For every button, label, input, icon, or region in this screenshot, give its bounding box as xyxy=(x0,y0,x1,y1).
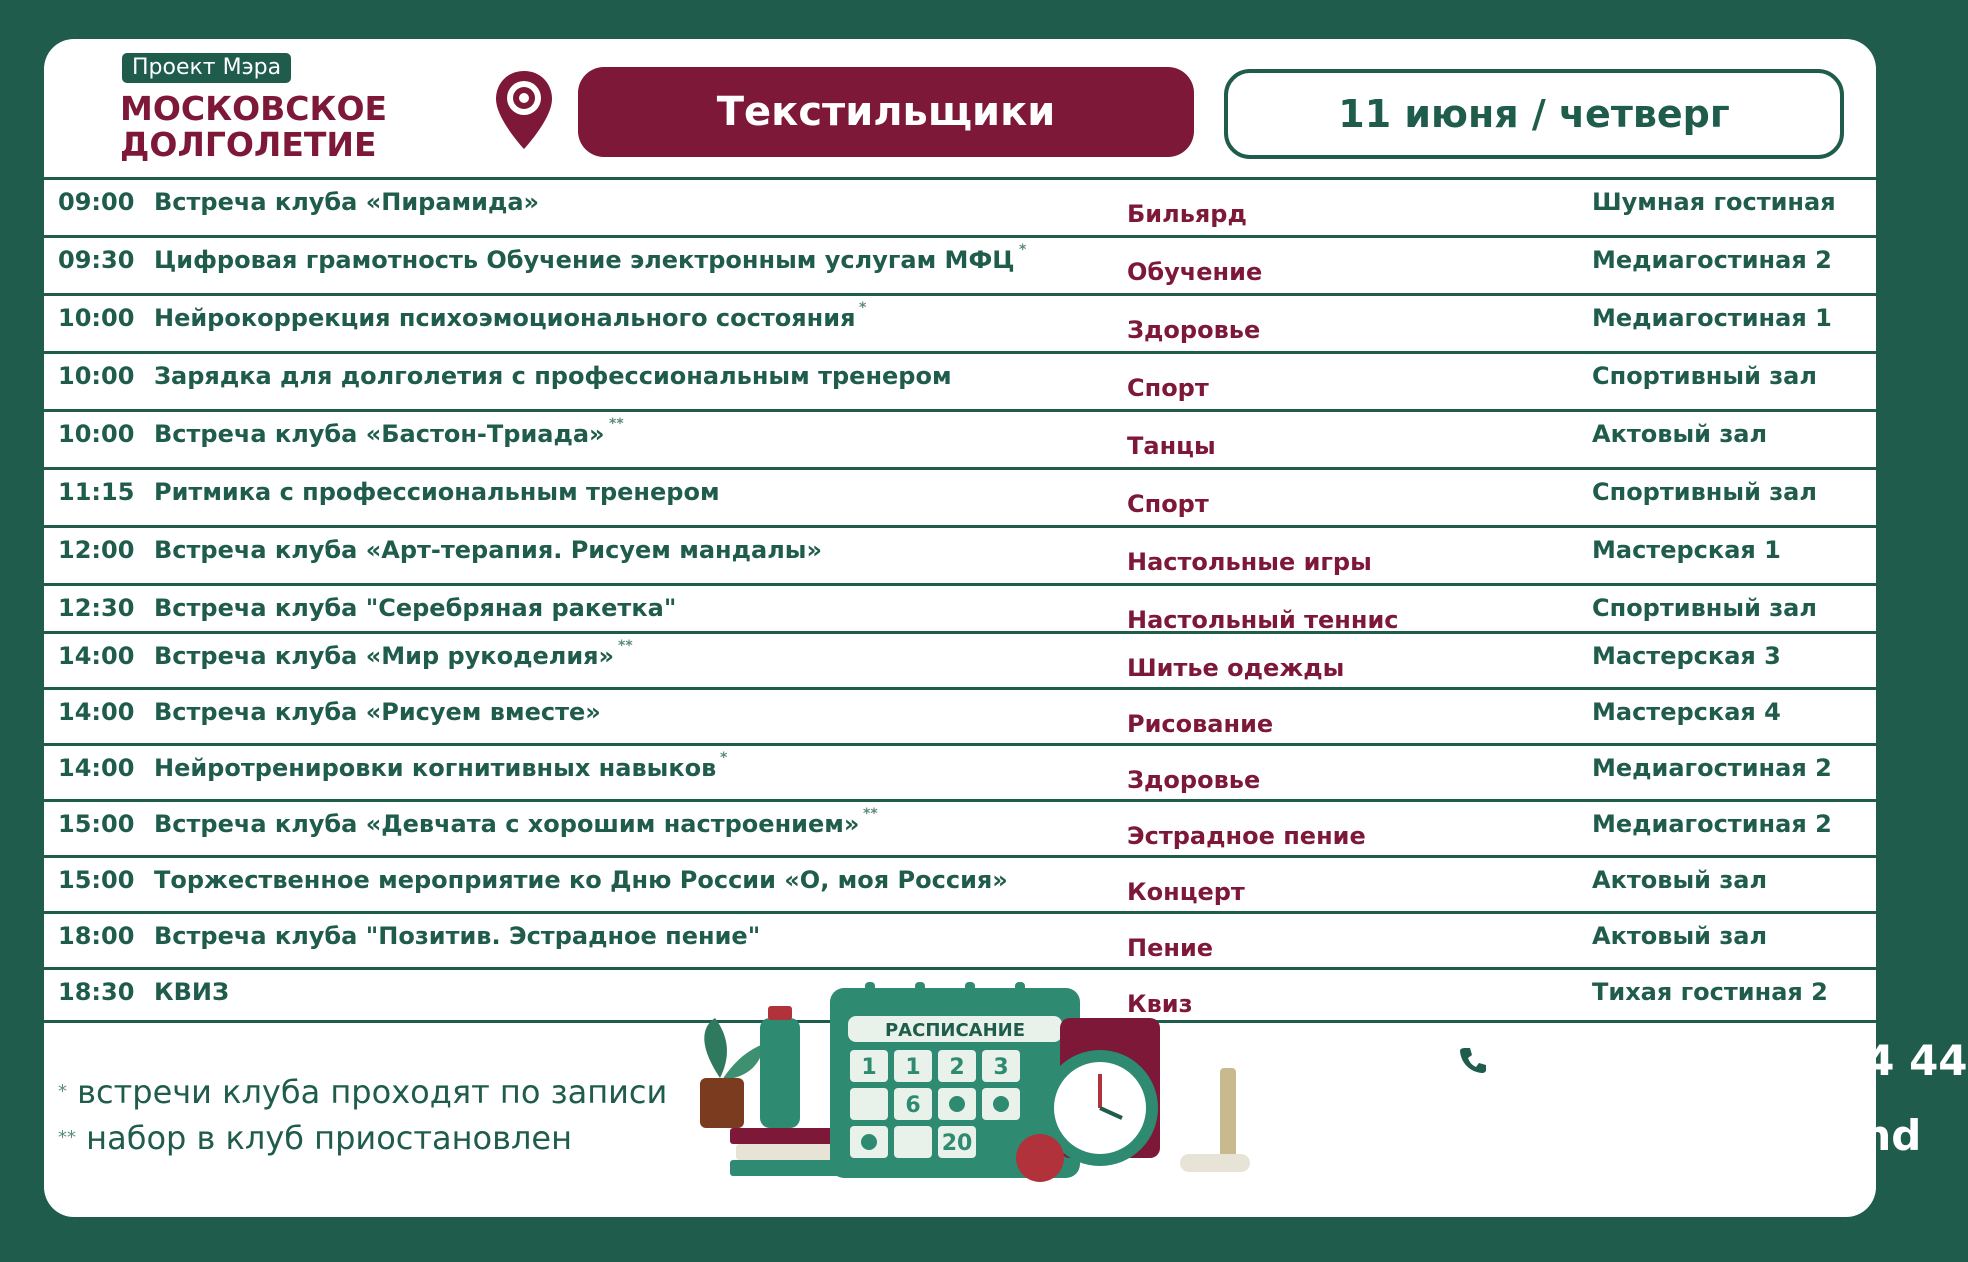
event-place: Медиагостиная 2 xyxy=(1592,810,1832,838)
schedule-row xyxy=(44,743,1876,799)
event-time: 14:00 xyxy=(58,754,135,782)
event-place: Актовый зал xyxy=(1592,420,1768,448)
event-time: 10:00 xyxy=(58,304,135,332)
project-badge: Проект Мэра xyxy=(122,53,291,83)
event-place: Мастерская 4 xyxy=(1592,698,1781,726)
event-category: Здоровье xyxy=(1127,316,1261,344)
event-name: Встреча клуба «Рисуем вместе» xyxy=(154,698,601,726)
calendar-day: 1 xyxy=(861,1055,877,1080)
event-category: Эстрадное пение xyxy=(1127,822,1366,850)
note-recruitment-paused xyxy=(58,1115,667,1161)
event-mark: ** xyxy=(609,416,624,432)
event-time: 15:00 xyxy=(58,866,135,894)
event-place: Медиагостиная 1 xyxy=(1592,304,1832,332)
event-name: Встреча клуба «Мир рукоделия» xyxy=(154,642,615,670)
event-mark: ** xyxy=(863,806,878,822)
event-name: Нейротренировки когнитивных навыков xyxy=(154,754,717,782)
calendar-title: РАСПИСАНИЕ xyxy=(884,1020,1026,1041)
schedule-row xyxy=(44,235,1876,293)
event-name: Зарядка для долголетия с профессиональным тренером xyxy=(154,362,952,390)
event-name: Встреча клуба "Позитив. Эстрадное пение" xyxy=(154,922,761,950)
event-name: Нейрокоррекция психоэмоционального состояния xyxy=(154,304,856,332)
site-row xyxy=(1600,1109,1921,1161)
event-name: Цифровая грамотность Обучение электронным услугам МФЦ xyxy=(154,246,1015,274)
schedule-row xyxy=(44,467,1876,525)
event-place: Спортивный зал xyxy=(1592,594,1817,622)
event-category: Пение xyxy=(1127,934,1214,962)
schedule-row xyxy=(44,855,1876,911)
event-name: Встреча клуба "Серебряная ракетка" xyxy=(154,594,677,622)
bottle-icon xyxy=(760,1018,800,1128)
event-time: 14:00 xyxy=(58,642,135,670)
schedule-calendar-illustration xyxy=(660,958,1300,1178)
schedule-row xyxy=(44,177,1876,235)
note-text: встречи клуба проходят по записи xyxy=(67,1073,668,1111)
event-category: Спорт xyxy=(1127,374,1209,402)
phone-row xyxy=(1448,1035,1968,1085)
footer-notes xyxy=(58,1069,667,1161)
event-place: Мастерская 3 xyxy=(1592,642,1781,670)
event-mark: * xyxy=(859,300,867,316)
event-time: 10:00 xyxy=(58,420,135,448)
event-place: Актовый зал xyxy=(1592,866,1768,894)
event-place: Шумная гостиная xyxy=(1592,188,1836,216)
calendar-day: 1 xyxy=(905,1055,921,1080)
event-place: Спортивный зал xyxy=(1592,478,1817,506)
event-category: Шитье одежды xyxy=(1127,654,1345,682)
schedule-row xyxy=(44,409,1876,467)
schedule-row xyxy=(44,351,1876,409)
event-name: Встреча клуба «Пирамида» xyxy=(154,188,540,216)
event-time: 18:30 xyxy=(58,978,135,1006)
schedule-row xyxy=(44,293,1876,351)
website-link[interactable]: mos.ru/md xyxy=(1668,1110,1922,1160)
event-place: Медиагостиная 2 xyxy=(1592,754,1832,782)
event-category: Концерт xyxy=(1127,878,1245,906)
event-time: 15:00 xyxy=(58,810,135,838)
date-label: 11 июня / четверг xyxy=(1224,69,1844,159)
event-category: Настольные игры xyxy=(1127,548,1372,576)
note-text: набор в клуб приостановлен xyxy=(76,1119,573,1157)
schedule-row xyxy=(44,631,1876,687)
event-category: Обучение xyxy=(1127,258,1263,286)
event-time: 09:00 xyxy=(58,188,135,216)
event-name: Встреча клуба «Бастон-Триада» xyxy=(154,420,605,448)
event-category: Здоровье xyxy=(1127,766,1261,794)
event-time: 14:00 xyxy=(58,698,135,726)
event-name: КВИЗ xyxy=(154,978,230,1006)
event-category: Настольный теннис xyxy=(1127,606,1399,634)
brand-line-2: ДОЛГОЛЕТИЕ xyxy=(120,125,377,164)
calendar-day: 20 xyxy=(941,1131,973,1156)
bell-icon xyxy=(1016,1134,1064,1182)
calendar-day: 2 xyxy=(949,1055,965,1080)
phone-number[interactable]: +7 (495) 870 44 44 xyxy=(1514,1035,1968,1085)
pencil-icon xyxy=(1220,1068,1236,1158)
event-name: Торжественное мероприятие ко Дню России «О, моя Россия» xyxy=(154,866,1008,894)
event-category: Квиз xyxy=(1127,990,1193,1018)
note-mark: * xyxy=(58,1081,67,1102)
header xyxy=(44,39,1876,175)
event-time: 18:00 xyxy=(58,922,135,950)
books-icon xyxy=(730,1128,840,1176)
event-place: Медиагостиная 2 xyxy=(1592,246,1832,274)
schedule-row xyxy=(44,799,1876,855)
event-place: Тихая гостиная 2 xyxy=(1592,978,1828,1006)
calendar-day: 6 xyxy=(905,1093,921,1118)
phone-icon xyxy=(1448,1035,1498,1085)
brand-logo xyxy=(120,91,387,163)
event-time: 11:15 xyxy=(58,478,135,506)
event-mark: ** xyxy=(618,638,633,654)
schedule-table xyxy=(44,177,1876,1023)
event-time: 12:00 xyxy=(58,536,135,564)
globe-icon xyxy=(1600,1109,1652,1161)
note-mark: ** xyxy=(58,1127,76,1148)
event-time: 10:00 xyxy=(58,362,135,390)
event-place: Спортивный зал xyxy=(1592,362,1817,390)
event-time: 09:30 xyxy=(58,246,135,274)
event-name: Ритмика с профессиональным тренером xyxy=(154,478,720,506)
event-place: Мастерская 1 xyxy=(1592,536,1781,564)
event-mark: * xyxy=(1019,242,1027,258)
calendar-day: 3 xyxy=(993,1055,1009,1080)
location-pin-icon xyxy=(493,69,555,151)
event-time: 12:30 xyxy=(58,594,135,622)
event-name: Встреча клуба «Девчата с хорошим настроением» xyxy=(154,810,860,838)
event-category: Бильярд xyxy=(1127,200,1247,228)
brand-line-1: МОСКОВСКОЕ xyxy=(120,89,388,128)
event-category: Спорт xyxy=(1127,490,1209,518)
schedule-row xyxy=(44,525,1876,583)
event-mark: * xyxy=(720,750,728,766)
schedule-row xyxy=(44,583,1876,634)
event-name: Встреча клуба «Арт-терапия. Рисуем мандалы» xyxy=(154,536,822,564)
location-title: Текстильщики xyxy=(578,67,1194,157)
event-category: Рисование xyxy=(1127,710,1274,738)
event-category: Танцы xyxy=(1127,432,1216,460)
plant-icon xyxy=(700,1018,765,1128)
schedule-row xyxy=(44,687,1876,743)
event-place: Актовый зал xyxy=(1592,922,1768,950)
note-by-registration xyxy=(58,1069,667,1115)
